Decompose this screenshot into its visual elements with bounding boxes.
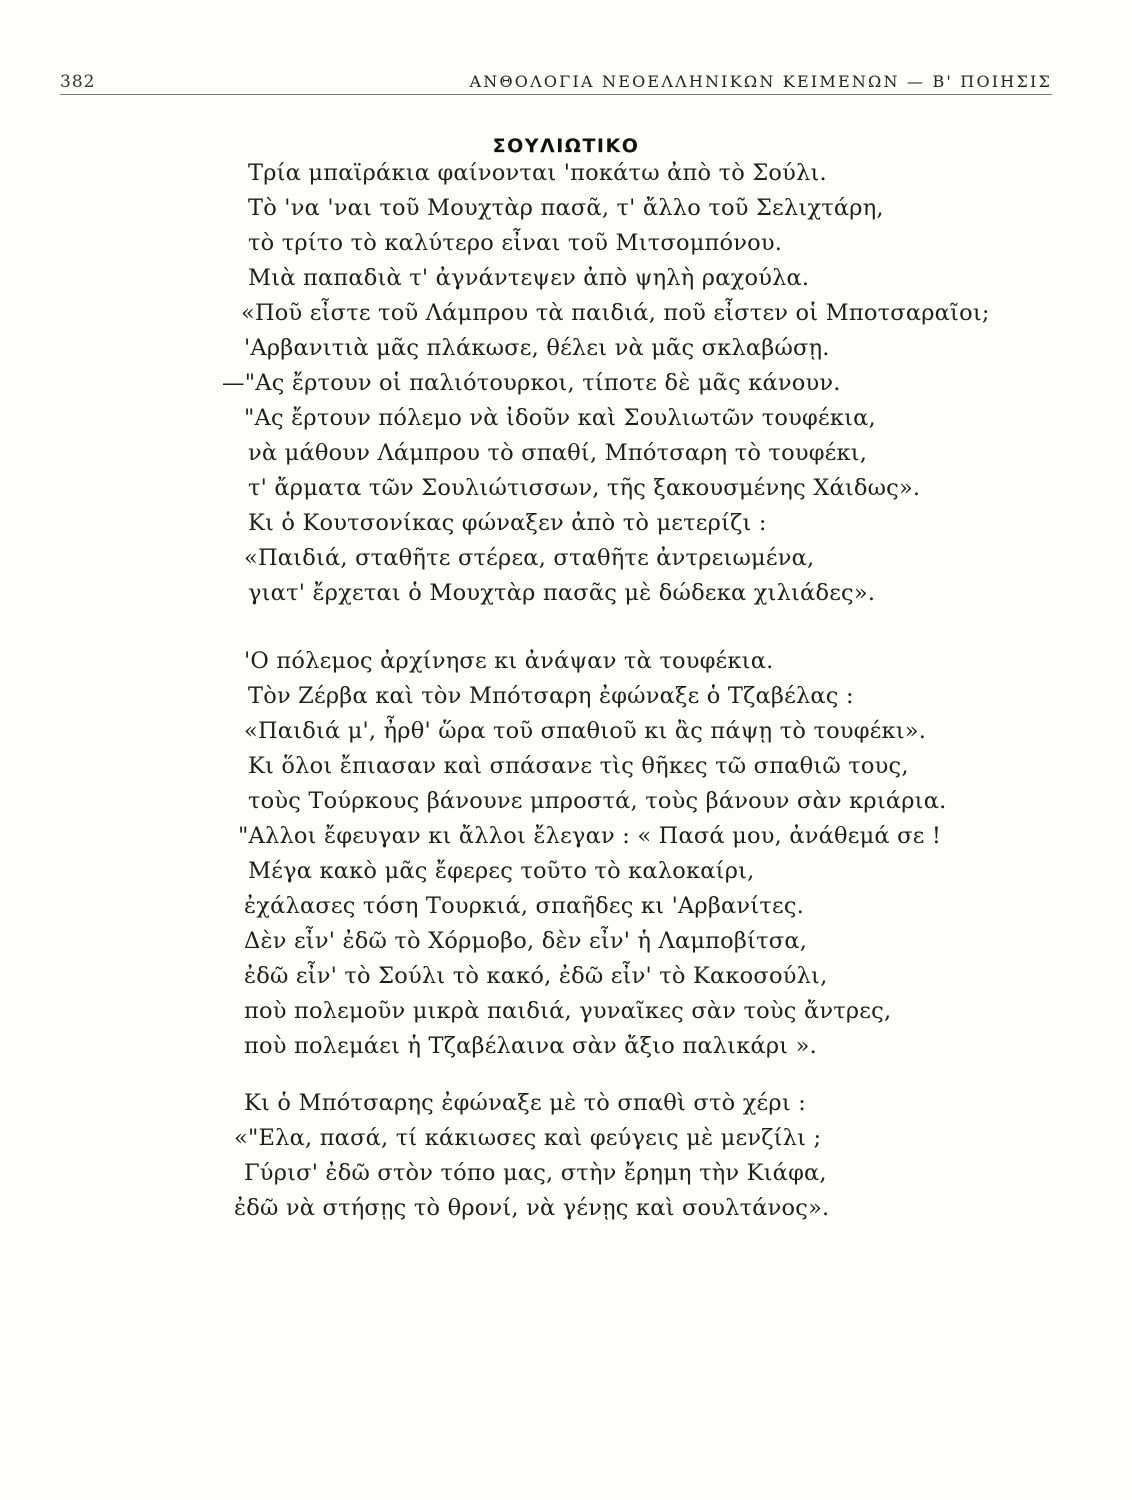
verse-line: ἐδῶ νὰ στήσῃς τὸ θρονί, νὰ γένῃς καὶ σουλτάνος». [234, 1195, 830, 1221]
verse-line: Τρία μπαϊράκια φαίνονται 'ποκάτω ἀπὸ τὸ Σούλι. [248, 160, 827, 186]
verse-line: "Αλλοι ἔφευγαν κι ἄλλοι ἔλεγαν : « Πασά μου, ἀνάθεμά σε ! [238, 823, 942, 849]
poem-title: ΣΟΥΛΙΩΤΙΚΟ [492, 135, 640, 157]
verse-line: ἐδῶ εἶν' τὸ Σούλι τὸ κακό, ἐδῶ εἶν' τὸ Κακοσούλι, [244, 963, 828, 989]
running-header-title: ΑΝΘΟΛΟΓΙΑ ΝΕΟΕΛΛΗΝΙΚΩΝ ΚΕΙΜΕΝΩΝ — Β' ΠΟΙΗΣΙΣ [469, 72, 1052, 91]
verse-line: Γύρισ' ἐδῶ στὸν τόπο μας, στὴν ἔρημη τὴν Κιάφα, [244, 1160, 827, 1186]
verse-line: γιατ' ἔρχεται ὁ Μουχτὰρ πασᾶς μὲ δώδεκα χιλιάδες». [248, 580, 876, 606]
verse-line: «"Ελα, πασά, τί κάκιωσες καὶ φεύγεις μὲ μενζίλι ; [234, 1125, 822, 1151]
verse-line: ποὺ πολεμάει ἡ Τζαβέλαινα σὰν ἄξιο παλικάρι ». [244, 1033, 817, 1059]
verse-line: ἐχάλασες τόση Τουρκιά, σπαῆδες κι 'Αρβανίτες. [244, 893, 804, 919]
verse-line: —"Ας ἔρτουν οἱ παλιότουρκοι, τίποτε δὲ μᾶς κάνουν. [222, 370, 841, 396]
verse-line: Τὸν Ζέρβα καὶ τὸν Μπότσαρη ἐφώναξε ὁ Τζαβέλας : [248, 683, 854, 709]
verse-line: Μέγα κακὸ μᾶς ἔφερες τοῦτο τὸ καλοκαίρι, [248, 858, 755, 884]
verse-line: τ' ἄρματα τῶν Σουλιώτισσων, τῆς ξακουσμένης Χάιδως». [248, 475, 921, 501]
running-header [60, 72, 1052, 100]
verse-line: τὸ τρίτο τὸ καλύτερο εἶναι τοῦ Μιτσομπόνου. [248, 230, 783, 256]
verse-line: τοὺς Τούρκους βάνουνε μπροστά, τοὺς βάνουν σὰν κριάρια. [248, 788, 947, 814]
verse-line: νὰ μάθουν Λάμπρου τὸ σπαθί, Μπότσαρη τὸ τουφέκι, [248, 440, 868, 466]
verse-line: Μιὰ παπαδιὰ τ' ἀγνάντεψεν ἀπὸ ψηλὴ ραχούλα. [248, 265, 810, 291]
page-number: 382 [60, 72, 96, 92]
verse-line: ποὺ πολεμοῦν μικρὰ παιδιά, γυναῖκες σὰν τοὺς ἄντρες, [244, 998, 892, 1024]
verse-line: Δὲν εἶν' ἐδῶ τὸ Χόρμοβο, δὲν εἶν' ἡ Λαμποβίτσα, [244, 928, 808, 954]
verse-line: Κι ὅλοι ἔπιασαν καὶ σπάσανε τὶς θῆκες τῶ σπαθιῶ τους, [248, 753, 909, 779]
verse-line: Κι ὁ Κουτσονίκας φώναξεν ἀπὸ τὸ μετερίζι : [248, 510, 767, 536]
verse-line: 'Αρβανιτιὰ μᾶς πλάκωσε, θέλει νὰ μᾶς σκλαβώσῃ. [244, 335, 830, 361]
verse-line: «Παιδιά μ', ἦρθ' ὥρα τοῦ σπαθιοῦ κι ἂς πάψῃ τὸ τουφέκι». [244, 718, 927, 744]
header-rule [60, 94, 1052, 95]
verse-line: «Παιδιά, σταθῆτε στέρεα, σταθῆτε ἀντρειωμένα, [244, 545, 815, 571]
verse-line: "Ας ἔρτουν πόλεμο νὰ ἰδοῦν καὶ Σουλιωτῶν τουφέκια, [244, 405, 876, 431]
verse-line: Κι ὁ Μπότσαρης ἐφώναξε μὲ τὸ σπαθὶ στὸ χέρι : [244, 1090, 806, 1116]
verse-line: «Ποῦ εἶστε τοῦ Λάμπρου τὰ παιδιά, ποῦ εἶστεν οἱ Μποτσαραῖοι; [241, 300, 990, 326]
verse-line: Τὸ 'να 'ναι τοῦ Μουχτὰρ πασᾶ, τ' ἄλλο τοῦ Σελιχτάρη, [248, 195, 884, 221]
verse-line: 'Ο πόλεμος ἀρχίνησε κι ἀνάψαν τὰ τουφέκια. [244, 648, 774, 674]
